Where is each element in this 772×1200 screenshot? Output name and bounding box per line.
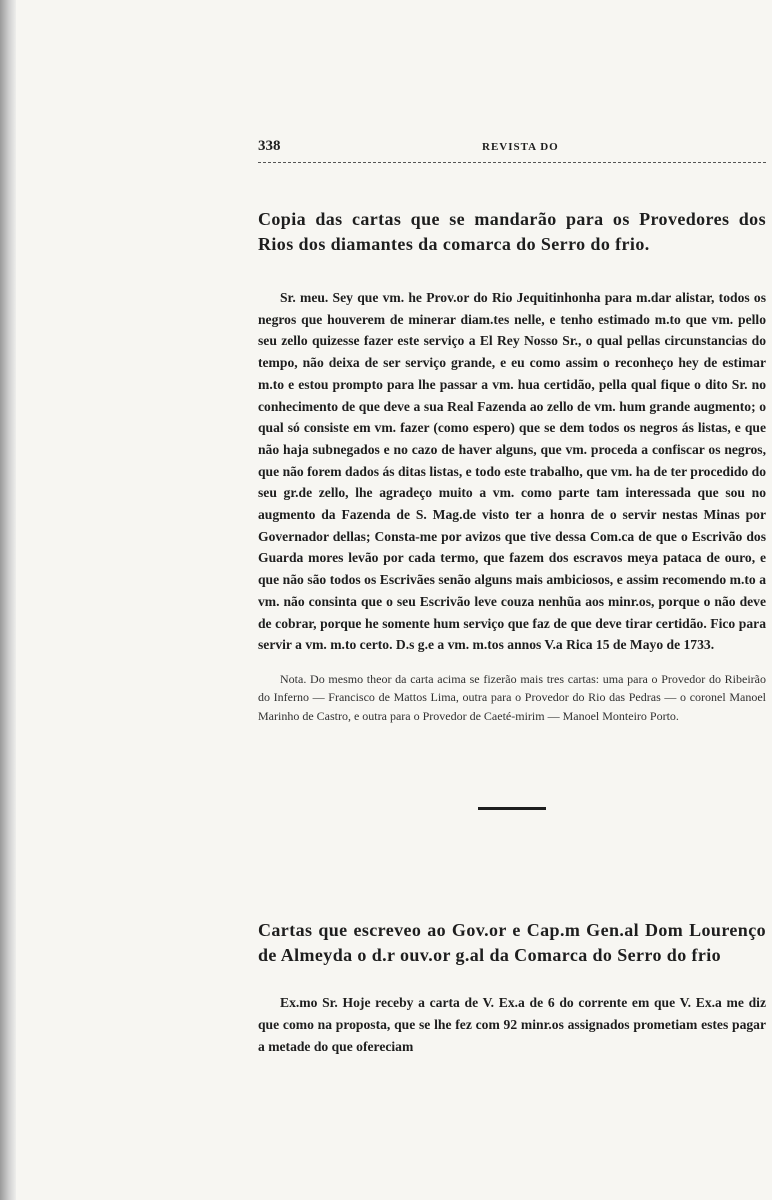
running-head: REVISTA DO <box>482 141 559 153</box>
header-rule <box>258 162 766 163</box>
section-title-cartas: Cartas que escreveo ao Gov.or e Cap.m Gen.al Dom Lourenço de Almeyda o d.r ouv.or g.al da Comarca do Serro do frio <box>258 920 766 966</box>
section-title-copia: Copia das cartas que se mandarão para os Provedores dos Rios dos diamantes da comarca do Serro do frio. <box>258 209 766 254</box>
page-header <box>258 138 766 160</box>
page-number: 338 <box>258 138 281 154</box>
book-spine-shadow <box>0 0 16 1200</box>
letter-body-governador: Ex.mo Sr. Hoje receby a carta de V. Ex.a de 6 do corrente em que V. Ex.a me diz que como na proposta, que se lhe fez com 92 minr.os assignados prometiam estes pagar a metade do que ofereciam <box>258 995 766 1054</box>
letter-body-provedores: Sr. meu. Sey que vm. he Prov.or do Rio Jequitinhonha para m.dar alistar, todos os negros que houverem de minerar diam.tes nelle, e tenho estimado m.to que vm. pello seu zello quizesse fazer este serviço a El Rey Nosso Sr., o qual pellas circunstancias do tempo, não deixa de ser serviço grande, e eu como assim o reconheço hey de estimar m.to e estou prompto para lhe passar a vm. hua certidão, pella qual fique o dito Sr. no conhecimento de que deve a sua Real Fazenda ao zello de vm. hum grande augmento; o qual só consiste em vm. fazer (como espero) que se dem todos os negros ás listas, e que não haja subnegados e no cazo de haver alguns, que vm. proceda a confiscar os negros, que não forem dados ás ditas listas, e todo este trabalho, que vm. ha de ter procedido do seu gr.de zello, lhe agradeço muito a vm. como parte tam interessada que sou no augmento da Fazenda de S. Mag.de visto ter a honra de o servir nestas Minas por Governador dellas; Consta-me por avizos que tive dessa Com.ca de que o Escrivão dos Guarda mores levão por cada termo, que fazem dos escravos meya pataca de ouro, e que não são todos os Escrivães senão alguns mais ambiciosos, e assim recomendo m.to a vm. não consinta que o seu Escrivão leve couza nenhũa aos minr.os, porque o não deve de cobrar, porque he somente hum serviço que faz de que deve tirar certidão. Fico para servir a vm. m.to certo. D.s g.e a vm. m.tos annos V.a Rica 15 de Mayo de 1733. <box>258 290 766 653</box>
document-page <box>258 138 766 1058</box>
editor-note: Nota. Do mesmo theor da carta acima se fizerão mais tres cartas: uma para o Provedor do Ribeirão do Inferno — Francisco de Mattos Lima, outra para o Provedor do Rio das Pedras — o coronel Manoel Marinho de Castro, e outra para o Provedor de Caeté-mirim — Manoel Monteiro Porto. <box>258 671 766 723</box>
section-divider <box>478 807 546 810</box>
